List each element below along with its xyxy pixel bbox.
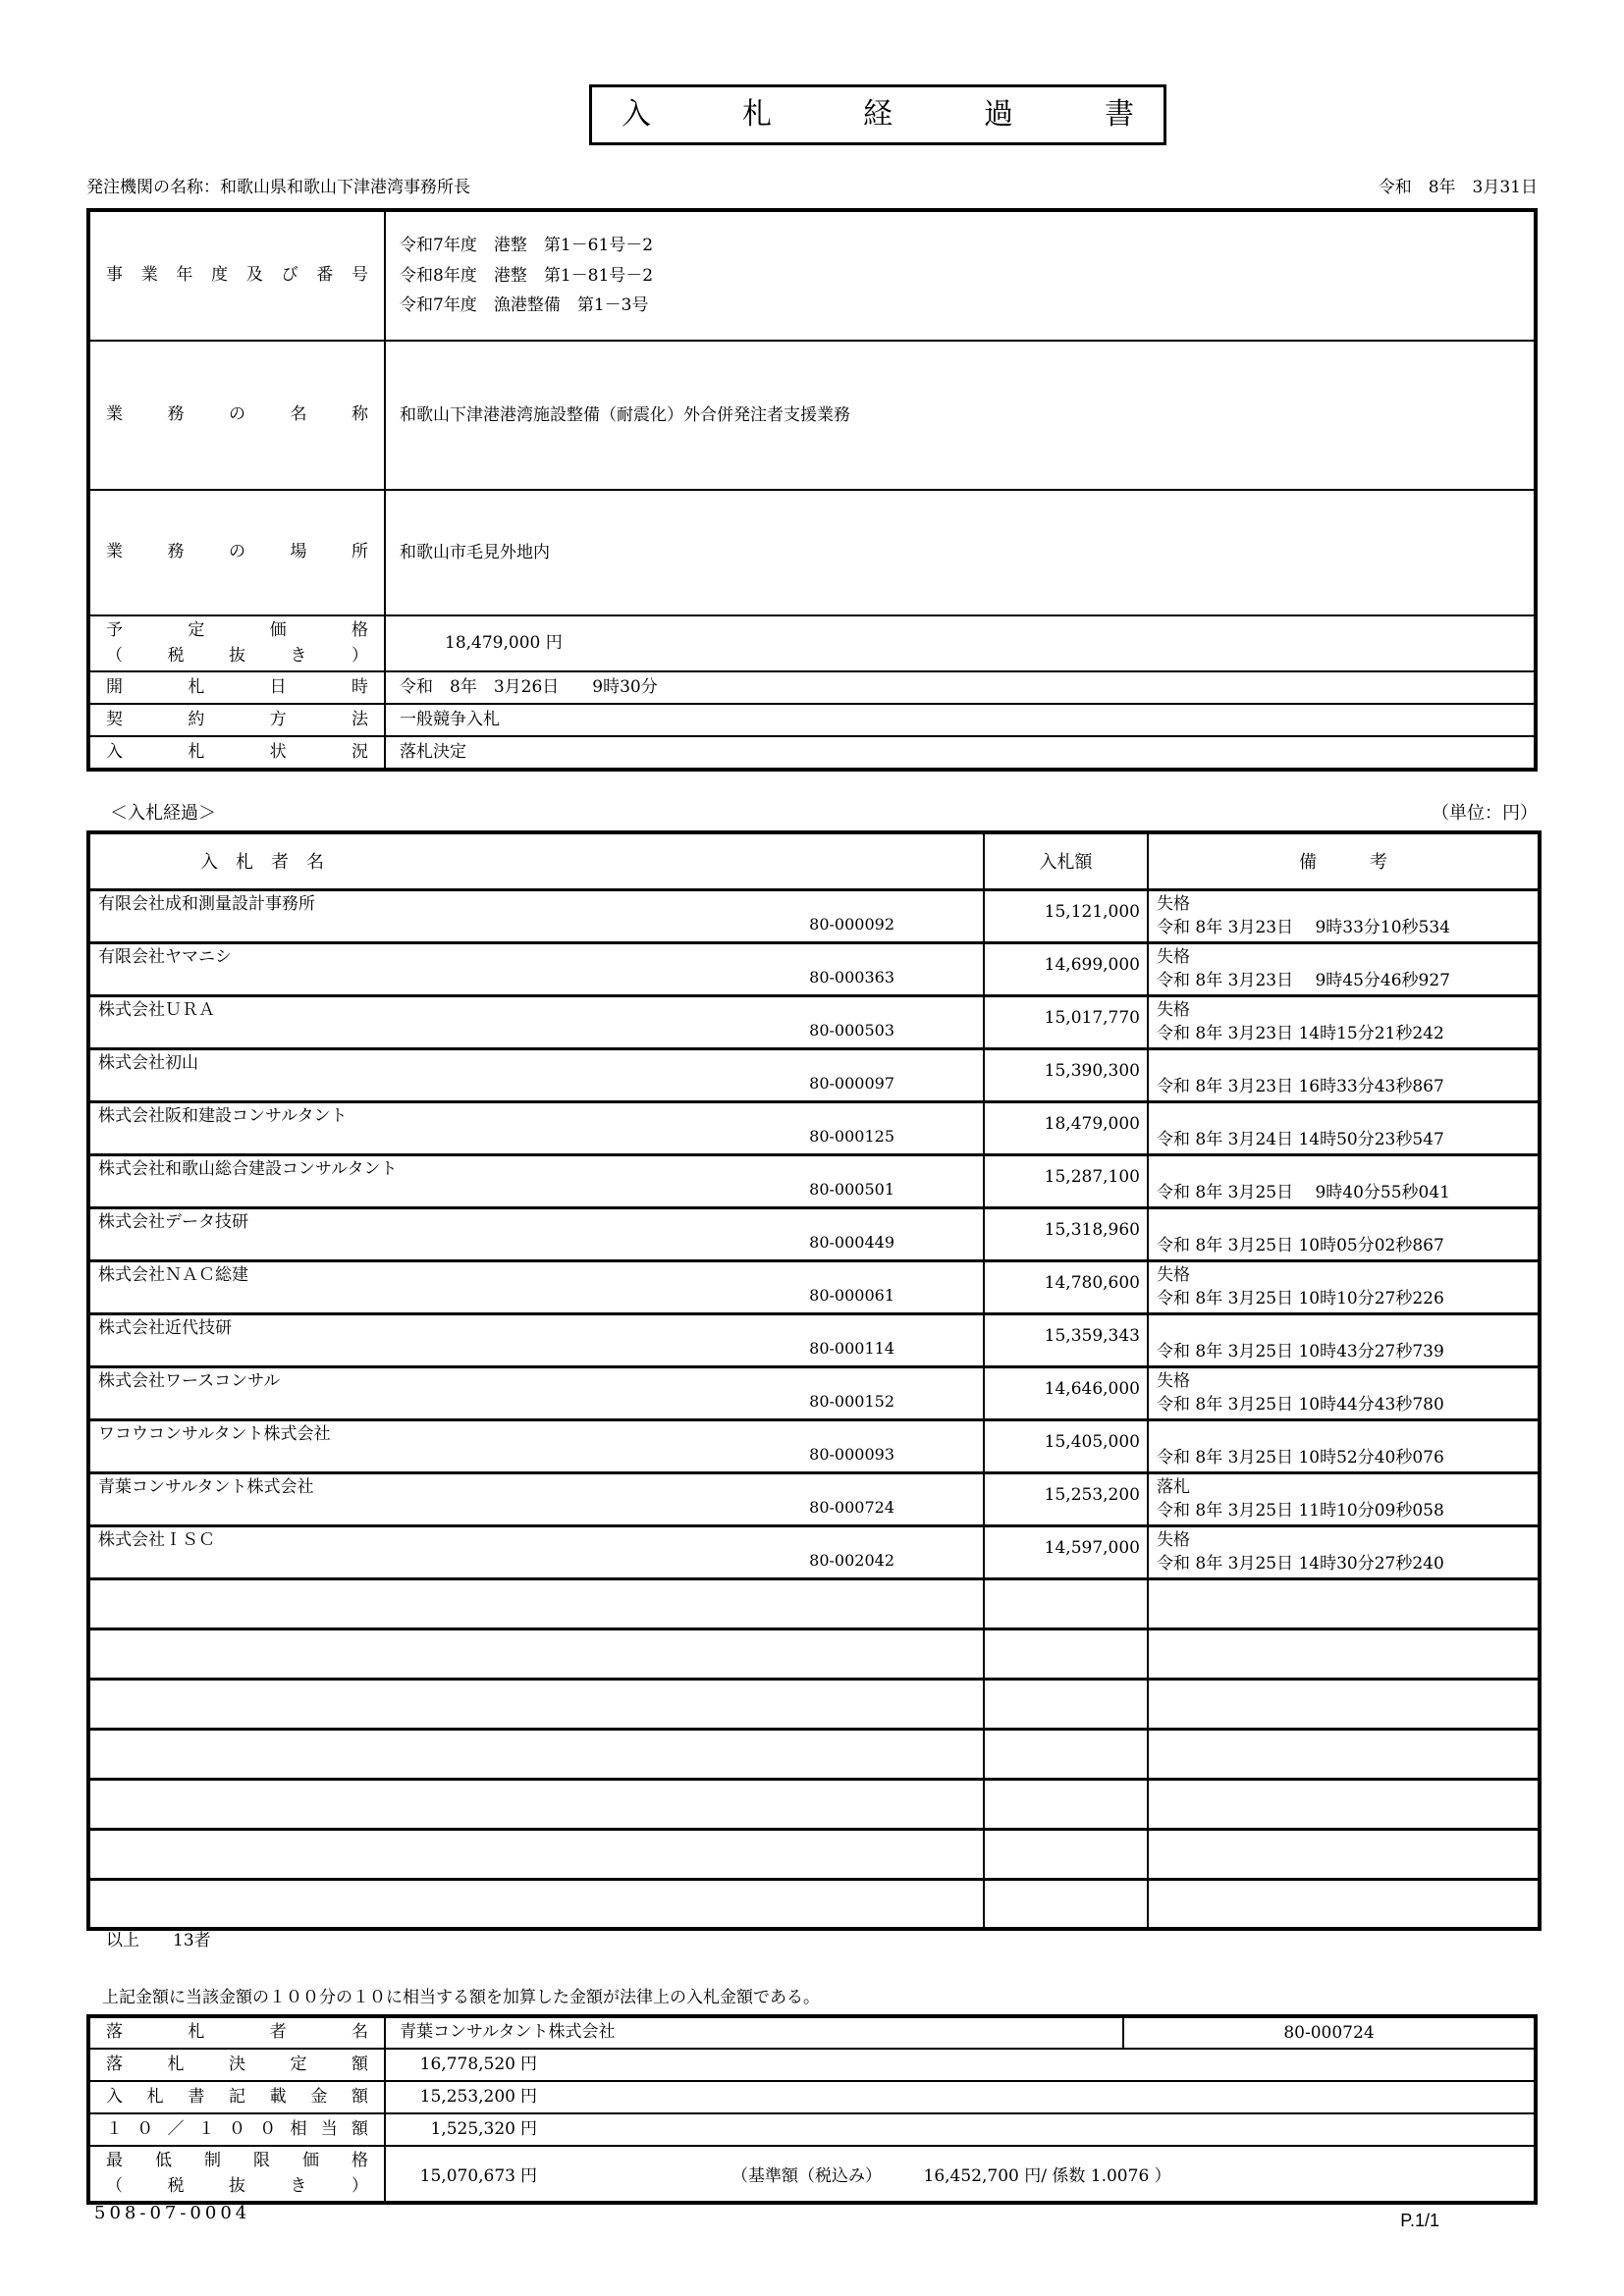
bidder-code: 80-000125 <box>809 1127 894 1147</box>
bid-table-header-row <box>88 832 1540 889</box>
remarks-cell <box>1148 1472 1540 1525</box>
bidder-name: 株式会社近代技研 <box>98 1317 232 1338</box>
bidder-code: 80-000152 <box>809 1392 894 1412</box>
award-label-ten-percent-amount: １０／１００相当額 <box>106 2118 368 2139</box>
bid-datetime: 令和 8年 3月23日 9時33分10秒534 <box>1157 917 1451 937</box>
bidder-code: 80-000093 <box>809 1445 894 1465</box>
bidder-name: 株式会社データ技研 <box>98 1211 248 1232</box>
award-row-minimum-price <box>88 2146 1536 2203</box>
remarks-cell <box>1148 1419 1540 1472</box>
minimum-price-value: 15,070,673 <box>419 2166 515 2186</box>
bidder-code: 80-000114 <box>809 1339 894 1359</box>
winner-name-value: 青葉コンサルタント株式会社 <box>385 2016 1123 2049</box>
 <box>88 1879 984 1929</box>
bid-datetime: 令和 8年 3月25日 11時10分09秒058 <box>1157 1500 1444 1521</box>
bid-result-status: 失格 <box>1157 946 1190 967</box>
bid-section-caption-row <box>86 799 1538 825</box>
bidder-cell <box>88 1313 984 1366</box>
bid-row <box>88 1419 1540 1472</box>
 <box>1148 1729 1540 1779</box>
 <box>1148 1779 1540 1829</box>
bid-datetime: 令和 8年 3月25日 14時30分27秒240 <box>1157 1553 1444 1574</box>
bid-table-body <box>88 889 1540 1929</box>
bid-result-status: 失格 <box>1157 999 1190 1020</box>
project-summary-table <box>86 208 1538 772</box>
bid-amount-cell: 15,390,300 <box>984 1048 1148 1101</box>
summary-label-years: 事業年度及び番号 <box>106 265 368 286</box>
bid-row <box>88 1207 1540 1260</box>
bid-amount-cell: 14,597,000 <box>984 1525 1148 1578</box>
bid-amount-cell: 14,780,600 <box>984 1260 1148 1313</box>
bidder-code: 80-000724 <box>809 1498 894 1518</box>
unit-note: （単位：円） <box>1432 803 1538 824</box>
work-name-value: 和歌山下津港港湾施設整備（耐震化）外合併発注者支援業務 <box>385 341 1536 490</box>
bid-amount-header: 入札額 <box>984 832 1148 889</box>
bidder-code: 80-000503 <box>809 1021 894 1041</box>
remarks-cell <box>1148 942 1540 995</box>
 <box>984 1829 1148 1879</box>
bidder-cell <box>88 1101 984 1154</box>
award-label-decided-amount: 落札決定額 <box>106 2054 368 2074</box>
empty-bid-row <box>88 1629 1540 1679</box>
summary-label-work-place: 業務の場所 <box>106 542 368 562</box>
bidder-code: 80-000097 <box>809 1074 894 1094</box>
bid-row <box>88 1366 1540 1419</box>
bidder-code: 80-002042 <box>809 1551 894 1571</box>
bidder-name: 青葉コンサルタント株式会社 <box>98 1476 314 1497</box>
summary-row-contract-method <box>88 704 1536 736</box>
award-label-bid-written-amount: 入札書記載金額 <box>106 2086 368 2107</box>
summary-row-bid-status <box>88 736 1536 770</box>
award-row-bid-written-amount <box>88 2081 1536 2113</box>
award-row-winner <box>88 2016 1536 2049</box>
bidder-code: 80-000061 <box>809 1286 894 1306</box>
summary-label-opening-datetime: 開札日時 <box>106 676 368 697</box>
bidder-code: 80-000501 <box>809 1180 894 1200</box>
 <box>88 1679 984 1729</box>
bid-datetime: 令和 8年 3月25日 10時43分27秒739 <box>1157 1341 1444 1362</box>
bid-datetime: 令和 8年 3月25日 10時44分43秒780 <box>1157 1394 1444 1415</box>
bid-result-status <box>1157 1104 1534 1129</box>
winner-code-value: 80-000724 <box>1123 2016 1536 2049</box>
remarks-cell <box>1148 1260 1540 1313</box>
 <box>88 1629 984 1679</box>
summary-row-work-name <box>88 341 1536 490</box>
 <box>88 1729 984 1779</box>
bidder-name: 株式会社阪和建設コンサルタント <box>98 1105 348 1126</box>
empty-bid-row <box>88 1879 1540 1929</box>
bid-result-status <box>1157 1157 1534 1182</box>
bid-amount-cell: 15,253,200 <box>984 1472 1148 1525</box>
bidder-name: 株式会社和歌山総合建設コンサルタント <box>98 1158 398 1179</box>
bid-amount-cell: 15,318,960 <box>984 1207 1148 1260</box>
bidder-cell <box>88 1048 984 1101</box>
yen-unit: 円 <box>520 2054 537 2074</box>
bid-datetime: 令和 8年 3月25日 10時52分40秒076 <box>1157 1447 1444 1468</box>
legal-amount-footnote: 上記金額に当該金額の１００分の１０に相当する額を加算した金額が法律上の入札金額である。 <box>102 1988 820 2007</box>
ten-percent-amount-value: 1,525,320 <box>430 2118 515 2139</box>
 <box>88 1578 984 1629</box>
award-row-decided-amount <box>88 2049 1536 2081</box>
empty-bid-row <box>88 1679 1540 1729</box>
bid-result-status: 失格 <box>1157 1264 1190 1285</box>
bid-row <box>88 1101 1540 1154</box>
bid-result-status: 落札 <box>1157 1476 1190 1497</box>
page-number: P.1/1 <box>1400 2211 1439 2230</box>
bid-datetime: 令和 8年 3月25日 9時40分55秒041 <box>1157 1182 1451 1202</box>
bidder-name-header: 入 札 者 名 <box>88 832 984 889</box>
remarks-cell <box>1148 1048 1540 1101</box>
bidder-code: 80-000092 <box>809 915 894 934</box>
bid-result-status <box>1157 1422 1534 1447</box>
bidder-name: 株式会社ワースコンサル <box>98 1370 281 1391</box>
project-number-line: 令和7年度 漁港整備 第1－3号 <box>400 295 649 316</box>
bid-row <box>88 1260 1540 1313</box>
remarks-cell <box>1148 1366 1540 1419</box>
bid-datetime: 令和 8年 3月23日 16時33分43秒867 <box>1157 1076 1444 1096</box>
minimum-price-basis: （基準額（税込み） 16,452,700 円/ 係数 1.0076 ） <box>731 2166 1171 2186</box>
bidder-cell <box>88 1525 984 1578</box>
bidder-name: 株式会社初山 <box>98 1052 198 1073</box>
bid-result-status: 失格 <box>1157 1370 1190 1391</box>
summary-row-work-place <box>88 490 1536 615</box>
bid-amount-cell: 15,287,100 <box>984 1154 1148 1207</box>
bid-result-status <box>1157 1051 1534 1076</box>
yen-unit: 円 <box>520 2166 537 2186</box>
yen-unit: 円 <box>520 2118 537 2139</box>
bid-datetime: 令和 8年 3月25日 10時10分27秒226 <box>1157 1288 1444 1308</box>
bidder-name: 有限会社ヤマニシ <box>98 946 232 967</box>
bid-result-status <box>1157 1316 1534 1341</box>
bid-datetime: 令和 8年 3月23日 9時45分46秒927 <box>1157 970 1451 990</box>
bidder-cell <box>88 942 984 995</box>
award-summary-table <box>86 2014 1538 2205</box>
remarks-cell <box>1148 1101 1540 1154</box>
 <box>1148 1879 1540 1929</box>
bid-amount-cell: 15,017,770 <box>984 995 1148 1048</box>
bid-history-table <box>86 830 1542 1931</box>
 <box>984 1578 1148 1629</box>
bid-amount-cell: 14,646,000 <box>984 1366 1148 1419</box>
bidder-cell <box>88 995 984 1048</box>
summary-label-tax-excluded: （税抜き） <box>106 645 368 666</box>
bid-row <box>88 1525 1540 1578</box>
remarks-cell <box>1148 1313 1540 1366</box>
summary-label-contract-method: 契約方法 <box>106 709 368 729</box>
bid-row <box>88 942 1540 995</box>
bidder-name: 有限会社成和測量設計事務所 <box>98 893 315 914</box>
bid-amount-cell: 15,359,343 <box>984 1313 1148 1366</box>
project-number-line: 令和7年度 港整 第1－61号－2 <box>400 236 654 256</box>
bid-amount-cell: 15,405,000 <box>984 1419 1148 1472</box>
bidder-name: 株式会社ＩＳＣ <box>98 1529 215 1550</box>
 <box>88 1779 984 1829</box>
bid-status-value: 落札決定 <box>385 736 1536 770</box>
 <box>984 1679 1148 1729</box>
empty-bid-row <box>88 1779 1540 1829</box>
empty-bid-row <box>88 1729 1540 1779</box>
empty-bid-row <box>88 1829 1540 1879</box>
bidder-cell <box>88 889 984 942</box>
bid-row <box>88 1472 1540 1525</box>
 <box>984 1879 1148 1929</box>
bidder-code: 80-000363 <box>809 968 894 988</box>
bid-row <box>88 1154 1540 1207</box>
award-label-tax-excluded: （税抜き） <box>106 2175 368 2196</box>
bid-amount-cell: 14,699,000 <box>984 942 1148 995</box>
bidder-cell <box>88 1419 984 1472</box>
 <box>984 1729 1148 1779</box>
summary-label-planned-price: 予定価格 <box>106 620 368 640</box>
remarks-cell <box>1148 1525 1540 1578</box>
planned-price-value: 18,479,000 円 <box>385 615 1536 671</box>
 <box>984 1629 1148 1679</box>
bidder-cell <box>88 1154 984 1207</box>
document-title-box <box>589 84 1166 145</box>
remarks-cell <box>1148 995 1540 1048</box>
bidder-name: ワコウコンサルタント株式会社 <box>98 1423 331 1444</box>
bid-datetime: 令和 8年 3月25日 10時05分02秒867 <box>1157 1235 1444 1255</box>
bid-row <box>88 995 1540 1048</box>
 <box>1148 1679 1540 1729</box>
contract-method-value: 一般競争入札 <box>385 704 1536 736</box>
empty-bid-row <box>88 1578 1540 1629</box>
bid-section-caption: ＜入札経過＞ <box>110 803 216 824</box>
document-number: 508-07-0004 <box>94 2203 251 2223</box>
document-date: 令和 8年 3月31日 <box>1378 178 1538 197</box>
bid-datetime: 令和 8年 3月23日 14時15分21秒242 <box>1157 1023 1444 1043</box>
summary-label-work-name: 業務の名称 <box>106 404 368 425</box>
bid-row <box>88 1313 1540 1366</box>
 <box>1148 1829 1540 1879</box>
remarks-cell <box>1148 1154 1540 1207</box>
bid-amount-cell: 15,121,000 <box>984 889 1148 942</box>
summary-row-opening-datetime <box>88 671 1536 704</box>
award-label-winner: 落札者名 <box>106 2022 368 2043</box>
bidder-cell <box>88 1207 984 1260</box>
bid-row <box>88 889 1540 942</box>
bidder-cell <box>88 1472 984 1525</box>
summary-row-planned-price <box>88 615 1536 671</box>
award-row-ten-percent-amount <box>88 2113 1536 2146</box>
summary-label-bid-status: 入札状況 <box>106 741 368 762</box>
document-title: 入 札 経 過 書 <box>622 97 1134 132</box>
bidder-cell <box>88 1260 984 1313</box>
 <box>1148 1629 1540 1679</box>
issuer-name: 発注機関の名称：和歌山県和歌山下津港湾事務所長 <box>86 178 470 197</box>
work-place-value: 和歌山市毛見外地内 <box>385 490 1536 615</box>
decided-amount-value: 16,778,520 <box>419 2054 515 2074</box>
 <box>984 1779 1148 1829</box>
award-label-minimum-price: 最低制限価格 <box>106 2151 368 2170</box>
bidder-name: 株式会社ＵＲＡ <box>98 999 215 1020</box>
meta-row <box>86 173 1538 197</box>
bidder-name: 株式会社ＮＡＣ総建 <box>98 1264 248 1285</box>
remarks-header: 備 考 <box>1148 832 1540 889</box>
summary-row-years <box>88 210 1536 341</box>
 <box>1148 1578 1540 1629</box>
bid-result-status: 失格 <box>1157 1529 1190 1550</box>
remarks-cell <box>1148 889 1540 942</box>
total-bidders-note: 以上 13者 <box>106 1931 211 1950</box>
yen-unit: 円 <box>520 2086 537 2107</box>
bidder-code: 80-000449 <box>809 1233 894 1253</box>
bid-written-amount-value: 15,253,200 <box>419 2086 515 2107</box>
bid-result-status: 失格 <box>1157 893 1190 914</box>
bid-row <box>88 1048 1540 1101</box>
project-number-line: 令和8年度 港整 第1－81号－2 <box>400 265 654 286</box>
 <box>88 1829 984 1879</box>
opening-datetime-value: 令和 8年 3月26日 9時30分 <box>385 671 1536 704</box>
bid-amount-cell: 18,479,000 <box>984 1101 1148 1154</box>
bid-result-status <box>1157 1210 1534 1235</box>
remarks-cell <box>1148 1207 1540 1260</box>
bidder-cell <box>88 1366 984 1419</box>
bid-datetime: 令和 8年 3月24日 14時50分23秒547 <box>1157 1129 1444 1149</box>
